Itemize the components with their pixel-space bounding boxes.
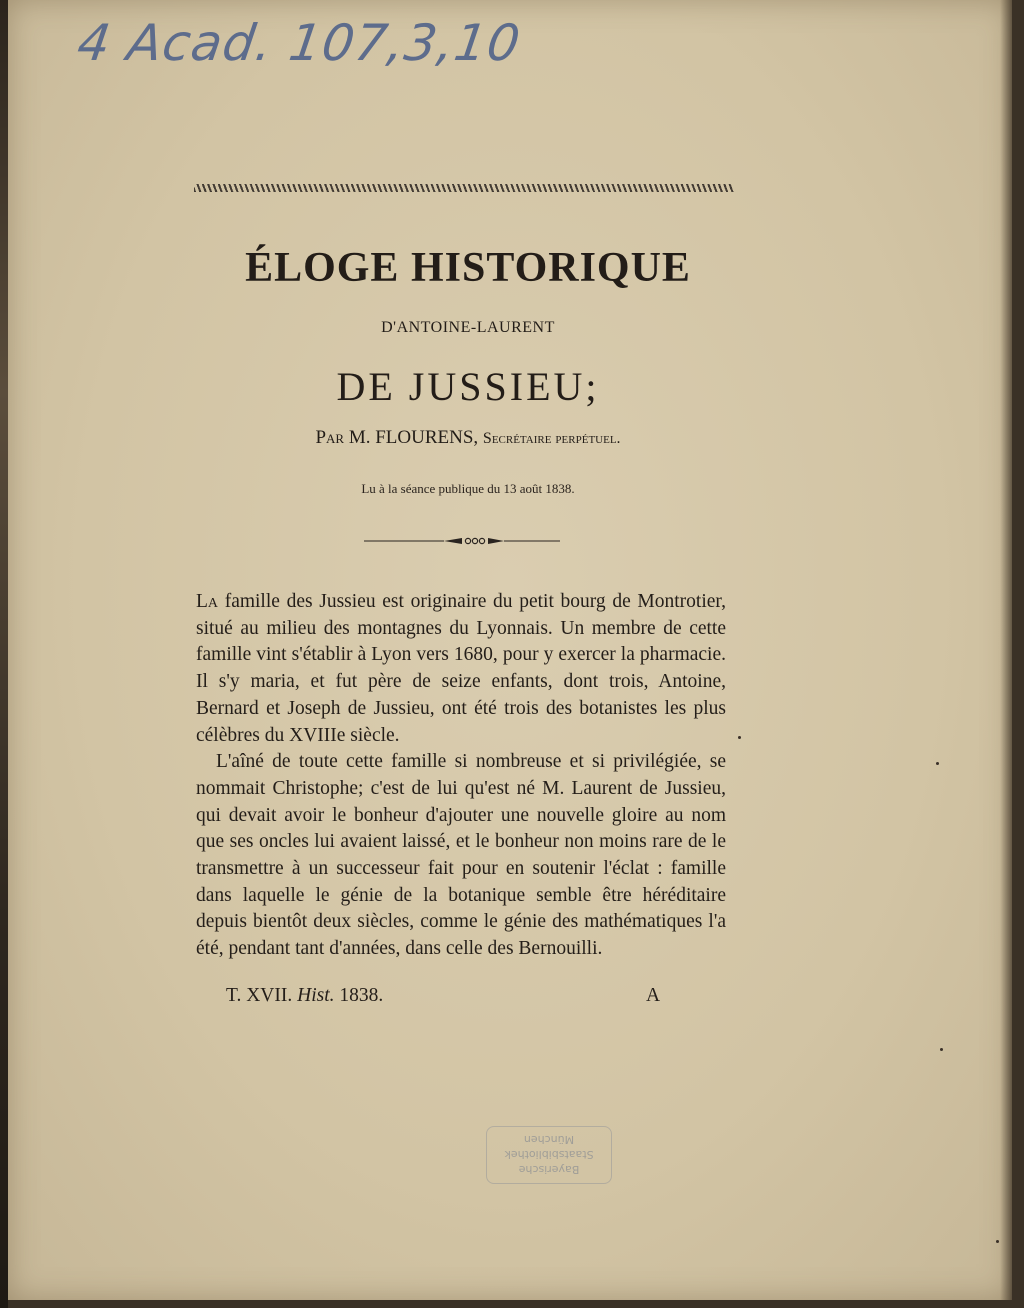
footer-volume: T. XVII. (226, 985, 293, 1006)
read-at-note: Lu à la séance publique du 13 août 1838. (361, 481, 575, 496)
footer-year: 1838. (339, 985, 384, 1006)
ornamental-divider (364, 536, 560, 546)
title-line-2: D'ANTOINE-LAURENT (381, 319, 555, 336)
footer-signature: A (646, 985, 661, 1006)
page-binding-edge (0, 0, 8, 1308)
stamp-line-2: Staatsbibliothek (504, 1148, 594, 1161)
byline (168, 427, 768, 449)
page-edge-shadow (1000, 0, 1012, 1300)
title-line-1: ÉLOGE HISTORIQUE (245, 245, 691, 291)
handwritten-shelfmark: 4 Acad. 107,3,10 (73, 14, 525, 72)
header-ornamental-rule (194, 184, 734, 192)
paragraph-1-lead: La (196, 591, 219, 612)
stamp-line-3: München (523, 1133, 575, 1146)
ink-speck (996, 1240, 999, 1243)
page-footer (226, 985, 666, 1007)
paragraph-1 (196, 589, 726, 749)
ink-speck (936, 762, 939, 765)
byline-role: Secrétaire perpétuel. (482, 430, 621, 447)
scanned-page (8, 0, 1012, 1300)
ink-speck (940, 1048, 943, 1051)
paragraph-2: L'aîné de toute cette famille si nombreuse et si privilégiée, se nommait Christophe; c'est de lui qu'est né M. Laurent de Jussieu, qui devait avoir le bonheur d'ajouter une nouvelle gloire au nom que ses oncles lui avaient laissé, et le bonheur non moins rare de le transmettre à un successeur fait pour en soutenir l'éclat : famille dans laquelle le génie de la botanique semble être héréditaire depuis bientôt deux siècles, comme le génie des mathématiques l'a été, pendant tant d'années, dans celle des Bernouilli. (196, 751, 726, 960)
byline-par: Par (315, 427, 345, 448)
paragraph-1-text: famille des Jussieu est originaire du petit bourg de Montrotier, situé au milieu des montagnes du Lyonnais. Un membre de cette famille vint s'établir à Lyon vers 1680, pour y exercer la pharmacie. Il s'y maria, et fut père de seize enfants, dont trois, Antoine, Bernard et Joseph de Jussieu, ont été trois des botanistes les plus célèbres du XVIIIe siècle. (196, 591, 726, 746)
title-line-3: DE JUSSIEU; (336, 364, 600, 409)
footer-hist: Hist. (297, 985, 335, 1006)
stamp-line-1: Bayerische (518, 1163, 580, 1176)
byline-author: M. FLOURENS, (348, 427, 479, 448)
body-text (196, 589, 726, 963)
ink-speck (738, 736, 741, 739)
library-stamp (486, 1126, 612, 1184)
